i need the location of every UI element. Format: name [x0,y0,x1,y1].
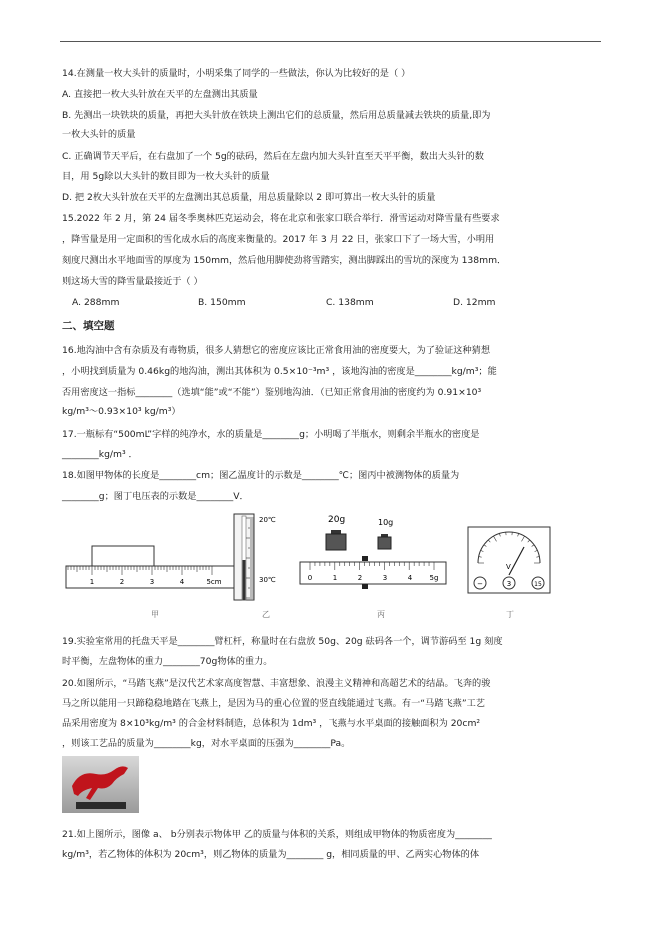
q20-line4: ，则该工艺品的质量为________kg，对水平桌面的压强为________Pa。 [62,738,351,749]
ruler-label-5cm: 5cm [206,578,222,586]
section-title: 二、填空题 [62,320,115,332]
terminal-label-3: 3 [506,580,512,588]
mercury-column [243,560,246,600]
scale-label-3: 3 [382,574,388,582]
q16-line3: 否用密度这一指标________（选填“能”或“不能”）鉴别地沟油．（已知正常食用油的密度约为 0.91×10³ [62,387,482,398]
q15-option-d: D. 12mm [453,297,496,308]
statue-base [76,802,126,809]
q21-line2: kg/m³，若乙物体的体积为 20cm³，则乙物体的质量为________ g，相同质量的甲、乙两实心物体的体 [62,849,480,860]
voltmeter-figure [466,525,552,597]
q14-option-a: A. 直接把一枚大头针放在天平的左盘测出其质量 [62,89,258,100]
q16-line2: ，小明找到质量为 0.46kg的地沟油，测出其体积为 0.5×10⁻³m³ ，该地沟油的密度是________kg/m³；能 [62,366,497,377]
q16-line4: kg/m³～0.93×10³ kg/m³） [62,406,181,417]
terminal-label-15: 15 [534,581,542,588]
rider-bottom [362,584,368,589]
q15-line4: 则这场大雪的降雪量最接近于（ ） [62,276,203,287]
terminal-label-neg: − [477,580,483,588]
q15-option-b: B. 150mm [198,297,246,308]
scale-label-5g: 5g [429,574,439,582]
rider-top [362,556,368,561]
q19-line2: 时平衡，左盘物体的重力________70g物体的重力。 [62,656,273,667]
caption-ding: 丁 [506,610,514,619]
q19-line1: 19.实验室常用的托盘天平是________臂杠杆，称量时在右盘放 50g、20g 砝码各一个，调节游码至 1g 刻度 [62,636,503,647]
caption-yi: 乙 [262,610,270,619]
measured-block [92,546,154,566]
q17-line2: ________kg/m³ ． [62,449,138,460]
header-rule [60,41,601,42]
ruler-label-4: 4 [179,578,185,586]
q14-option-b-cont: 一枚大头针的质量 [62,129,136,140]
q14-option-d: D. 把 2枚大头针放在天平的左盘测出其总质量，用总质量除以 2 即可算出一枚大头针的质量 [62,192,436,203]
scale-label-0: 0 [307,574,313,582]
meter-v-label: V [506,563,511,571]
q20-line2: 马之所以能用一只蹄稳稳地踏在飞燕上，是因为马的重心位置的竖直线能通过飞燕。有一“马踏飞燕”工艺 [62,698,485,709]
weight-20g [326,534,346,550]
q15-line2: ，降雪量是用一定面积的雪化成水后的高度来衡量的。2017 年 3 月 22 日，张家口下了一场大雪，小明用 [62,234,495,245]
weight-label-20g: 20g [328,515,346,525]
horse-statue-photo [62,756,139,813]
q15-option-c: C. 138mm [326,297,374,308]
q15-option-a: A. 288mm [72,297,120,308]
q14-stem: 14.在测量一枚大头针的质量时，小明采集了同学的一些做法，你认为比较好的是（ ） [62,68,411,79]
q21-line1: 21.如上图所示，图像 a、 b分别表示物体甲 乙的质量与体积的关系，则组成甲物体的物质密度为________ [62,829,492,840]
q14-option-b: B. 先测出一块铁块的质量，再把大头针放在铁块上测出它们的总质量，然后用总质量减去铁块的质量,即为 [62,110,491,121]
ruler-label-2: 2 [119,578,125,586]
ruler-figure [64,540,236,596]
scale-label-2: 2 [357,574,363,582]
weight-10g [378,537,391,549]
q16-line1: 16.地沟油中含有杂质及有毒物质，很多人猜想它的密度应该比正常食用油的密度要大，为了验证这种猜想 [62,345,491,356]
q15-line3: 刻度尺测出水平地面雪的厚度为 150mm，然后他用脚使劲将雪踏实，测出脚踩出的雪坑的深度为 138mm． [62,255,507,266]
q18-line1: 18.如图甲物体的长度是________cm；图乙温度计的示数是________℃；图丙中被测物体的质量为 [62,470,460,481]
q15-line1: 15.2022 年 2 月，第 24 届冬季奥林匹克运动会，将在北京和张家口联合举行．滑雪运动对降雪量有些要求 [62,213,500,224]
scale-label-1: 1 [332,574,338,582]
q14-option-c: C. 正确调节天平后，在右盘加了一个 5g的砝码，然后在左盘内加大头针直至天平平衡，数出大头针的数 [62,151,484,162]
caption-bing: 丙 [377,610,385,619]
caption-jia: 甲 [151,610,159,619]
q17-line1: 17.一瓶标有“500mL”字样的纯净水，水的质量是________g；小明喝了半瓶水，则剩余半瓶水的密度是 [62,429,480,440]
scale-label-4: 4 [407,574,413,582]
thermometer-figure [226,512,288,602]
balance-scale-figure [298,512,450,602]
q18-line2: ________g；图丁电压表的示数是________V． [62,491,249,502]
ruler-label-1: 1 [89,578,95,586]
ruler-label-3: 3 [149,578,155,586]
q14-option-c-cont: 目，用 5g除以大头针的数目即为一枚大头针的质量 [62,171,270,182]
therm-label-30: 30℃ [259,576,276,584]
q20-line1: 20.如图所示，“马踏飞燕”是汉代艺术家高度智慧、丰富想象、浪漫主义精神和高超艺术的结晶。飞奔的骏 [62,678,491,689]
weight-label-10g: 10g [378,518,394,527]
therm-label-20: 20℃ [259,516,276,524]
q20-line3: 品采用密度为 8×10³kg/m³ 的合金材料制造，总体积为 1dm³ ，飞燕与水平桌面的接触面积为 20cm² [62,718,481,729]
